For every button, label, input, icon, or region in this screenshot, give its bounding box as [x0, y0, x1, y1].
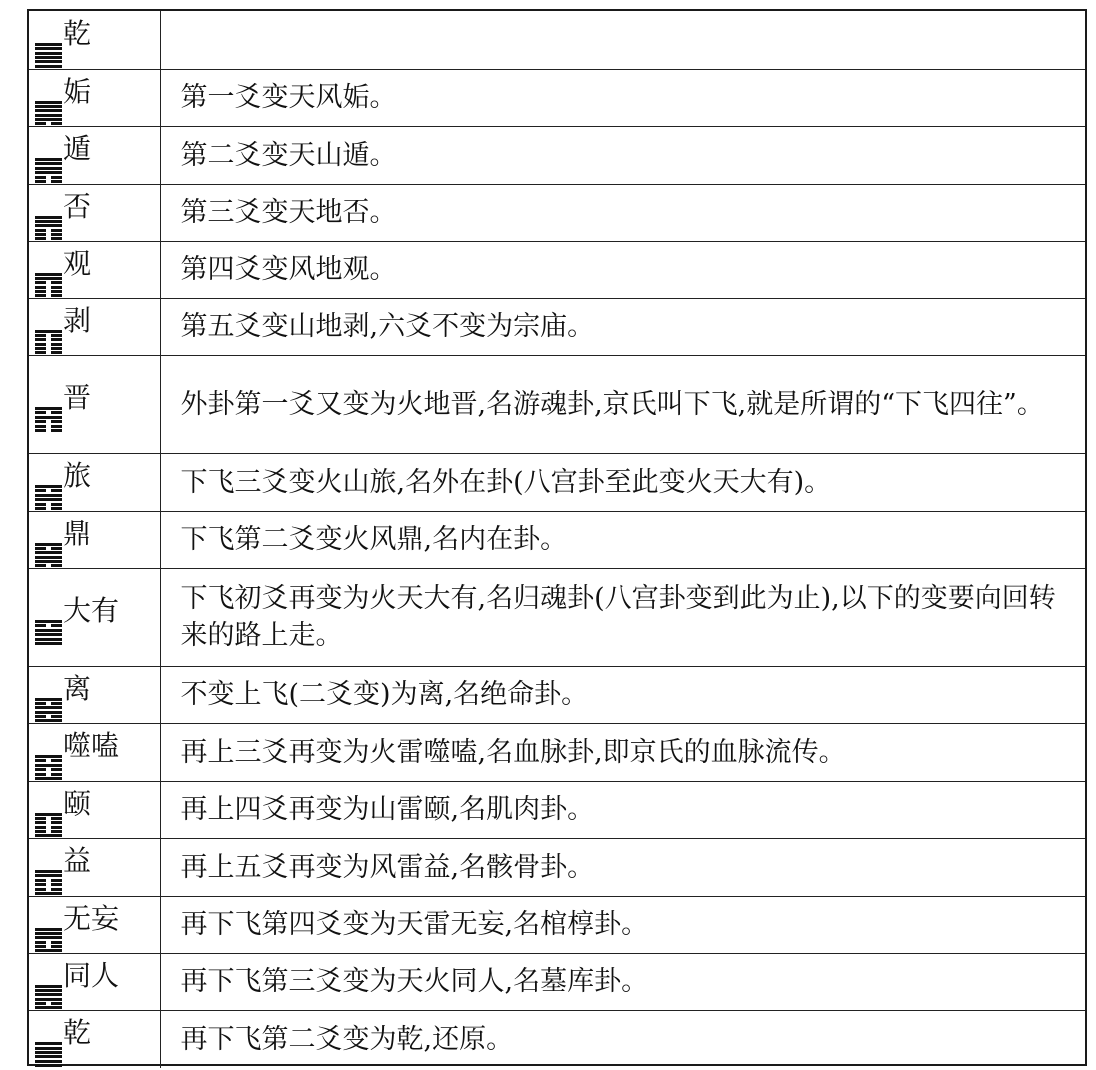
solid-line [35, 118, 62, 121]
broken-line [35, 1002, 62, 1005]
solid-line [35, 43, 62, 46]
hexagram-name: 观 [63, 246, 92, 280]
hexagram-description: 再下飞第二爻变为乾,还原。 [160, 1010, 1085, 1068]
hexagram-description: 第四爻变风地观。 [160, 241, 1085, 298]
hexagram-table [29, 11, 1085, 1068]
solid-line [35, 870, 62, 873]
table-row [29, 453, 1085, 511]
solid-line [35, 764, 62, 767]
hexagram-symbol-icon [35, 870, 62, 895]
hexagram-symbol-icon [35, 330, 62, 355]
hexagram-name-cell [29, 241, 160, 298]
table-row [29, 723, 1085, 781]
hexagram-description: 再下飞第三爻变为天火同人,名墓库卦。 [160, 953, 1085, 1010]
solid-line [35, 985, 62, 988]
table-row [29, 896, 1085, 953]
broken-line [35, 888, 62, 891]
hexagram-symbol-icon [35, 985, 62, 1010]
table-row [29, 126, 1085, 184]
broken-line [35, 233, 62, 236]
solid-line [35, 543, 62, 546]
solid-line [35, 1042, 62, 1045]
table-row [29, 953, 1085, 1010]
solid-line [35, 998, 62, 1001]
hexagram-name: 否 [63, 189, 92, 223]
hexagram-description: 再上五爻再变为风雷益,名骸骨卦。 [160, 838, 1085, 896]
solid-line [35, 1055, 62, 1058]
solid-line [35, 273, 62, 276]
broken-line [35, 347, 62, 350]
hexagram-description: 下飞三爻变火山旅,名外在卦(八宫卦至此变火天大有)。 [160, 453, 1085, 511]
solid-line [35, 109, 62, 112]
broken-line [35, 879, 62, 882]
solid-line [35, 813, 62, 816]
hexagram-description: 外卦第一爻又变为火地晋,名游魂卦,京氏叫下飞,就是所谓的“下飞四往”。 [160, 355, 1085, 453]
solid-line [35, 330, 62, 333]
solid-line [35, 1060, 62, 1063]
hexagram-name: 同人 [63, 958, 120, 992]
hexagram-name: 乾 [63, 16, 92, 50]
table-row [29, 69, 1085, 126]
solid-line [35, 1064, 62, 1067]
solid-line [35, 1047, 62, 1050]
hexagram-description [160, 11, 1085, 69]
broken-line [35, 945, 62, 948]
broken-line [35, 122, 62, 125]
hexagram-name-cell [29, 355, 160, 453]
hexagram-description: 再上四爻再变为山雷颐,名肌肉卦。 [160, 781, 1085, 838]
broken-line [35, 425, 62, 428]
hexagram-name-cell [29, 781, 160, 838]
broken-line [35, 290, 62, 293]
solid-line [35, 52, 62, 55]
broken-line [35, 294, 62, 297]
broken-line [35, 702, 62, 705]
hexagram-symbol-icon [35, 158, 62, 183]
solid-line [35, 928, 62, 931]
broken-line [35, 180, 62, 183]
hexagram-name-cell [29, 723, 160, 781]
hexagram-name-cell [29, 1010, 160, 1068]
hexagram-symbol-icon [35, 407, 62, 432]
broken-line [35, 351, 62, 354]
hexagram-name-cell [29, 953, 160, 1010]
solid-line [35, 706, 62, 709]
hexagram-symbol-icon [35, 543, 62, 568]
hexagram-symbol-icon [35, 43, 62, 68]
solid-line [35, 158, 62, 161]
hexagram-description: 再下飞第四爻变为天雷无妄,名棺椁卦。 [160, 896, 1085, 953]
solid-line [35, 633, 62, 636]
broken-line [35, 830, 62, 833]
hexagram-name: 旅 [63, 459, 92, 492]
solid-line [35, 874, 62, 877]
hexagram-name: 遁 [63, 132, 92, 165]
table-row [29, 298, 1085, 355]
solid-line [35, 407, 62, 410]
broken-line [35, 503, 62, 506]
hexagram-symbol-icon [35, 755, 62, 780]
hexagram-name: 噬嗑 [63, 729, 120, 762]
broken-line [35, 768, 62, 771]
hexagram-name: 姤 [63, 74, 92, 108]
solid-line [35, 755, 62, 758]
solid-line [35, 949, 62, 952]
solid-line [35, 56, 62, 59]
broken-line [35, 334, 62, 337]
table-row [29, 568, 1085, 666]
broken-line [35, 821, 62, 824]
solid-line [35, 1051, 62, 1054]
hexagram-name: 益 [63, 844, 92, 877]
hexagram-name-cell [29, 184, 160, 241]
broken-line [35, 759, 62, 762]
hexagram-name: 剥 [63, 303, 92, 337]
table-row [29, 511, 1085, 568]
table-row [29, 781, 1085, 838]
hexagram-description: 第三爻变天地否。 [160, 184, 1085, 241]
solid-line [35, 47, 62, 50]
solid-line [35, 416, 62, 419]
hexagram-symbol-icon [35, 928, 62, 953]
broken-line [35, 624, 62, 627]
hexagram-description: 再上三爻再变为火雷噬嗑,名血脉卦,即京氏的血脉流传。 [160, 723, 1085, 781]
solid-line [35, 498, 62, 501]
solid-line [35, 162, 62, 165]
hexagram-name: 鼎 [63, 516, 92, 550]
hexagram-table-frame [27, 9, 1087, 1066]
solid-line [35, 719, 62, 722]
hexagram-name-cell [29, 666, 160, 723]
broken-line [35, 286, 62, 289]
broken-line [35, 773, 62, 776]
hexagram-symbol-icon [35, 101, 62, 126]
solid-line [35, 620, 62, 623]
hexagram-name-cell [29, 11, 160, 69]
solid-line [35, 892, 62, 895]
hexagram-symbol-icon [35, 813, 62, 838]
table-row [29, 838, 1085, 896]
hexagram-name: 颐 [63, 786, 92, 820]
hexagram-symbol-icon [35, 485, 62, 510]
table-row [29, 11, 1085, 69]
solid-line [35, 485, 62, 488]
hexagram-description: 下飞第二爻变火风鼎,名内在卦。 [160, 511, 1085, 568]
hexagram-symbol-icon [35, 698, 62, 723]
broken-line [35, 420, 62, 423]
hexagram-description: 第五爻变山地剥,六爻不变为宗庙。 [160, 298, 1085, 355]
solid-line [35, 834, 62, 837]
broken-line [35, 941, 62, 944]
solid-line [35, 101, 62, 104]
hexagram-description: 第二爻变天山遁。 [160, 126, 1085, 184]
table-row [29, 666, 1085, 723]
hexagram-name-cell [29, 838, 160, 896]
solid-line [35, 105, 62, 108]
broken-line [35, 564, 62, 567]
broken-line [35, 715, 62, 718]
hexagram-name-cell [29, 511, 160, 568]
table-row [29, 184, 1085, 241]
hexagram-name: 离 [63, 671, 92, 705]
solid-line [35, 629, 62, 632]
broken-line [35, 817, 62, 820]
broken-line [35, 229, 62, 232]
hexagram-name: 晋 [63, 381, 92, 414]
broken-line [35, 826, 62, 829]
solid-line [35, 171, 62, 174]
table-row [29, 1010, 1085, 1068]
solid-line [35, 114, 62, 117]
hexagram-description: 不变上飞(二爻变)为离,名绝命卦。 [160, 666, 1085, 723]
broken-line [35, 883, 62, 886]
solid-line [35, 936, 62, 939]
solid-line [35, 638, 62, 641]
solid-line [35, 494, 62, 497]
solid-line [35, 1006, 62, 1009]
solid-line [35, 560, 62, 563]
solid-line [35, 989, 62, 992]
broken-line [35, 281, 62, 284]
solid-line [35, 551, 62, 554]
broken-line [35, 411, 62, 414]
hexagram-name-cell [29, 568, 160, 666]
solid-line [35, 932, 62, 935]
solid-line [35, 993, 62, 996]
hexagram-symbol-icon [35, 216, 62, 241]
hexagram-symbol-icon [35, 273, 62, 298]
solid-line [35, 220, 62, 223]
broken-line [35, 429, 62, 432]
broken-line [35, 343, 62, 346]
hexagram-name-cell [29, 126, 160, 184]
solid-line [35, 556, 62, 559]
table-row [29, 355, 1085, 453]
broken-line [35, 489, 62, 492]
hexagram-description: 第一爻变天风姤。 [160, 69, 1085, 126]
hexagram-table-body [29, 11, 1085, 1068]
solid-line [35, 65, 62, 68]
broken-line [35, 507, 62, 510]
hexagram-name: 乾 [63, 1016, 92, 1050]
hexagram-name-cell [29, 69, 160, 126]
hexagram-description: 下飞初爻再变为火天大有,名归魂卦(八宫卦变到此为止),以下的变要向回转来的路上走。 [160, 568, 1085, 666]
broken-line [35, 547, 62, 550]
solid-line [35, 224, 62, 227]
solid-line [35, 711, 62, 714]
hexagram-name-cell [29, 298, 160, 355]
broken-line [35, 338, 62, 341]
solid-line [35, 216, 62, 219]
solid-line [35, 698, 62, 701]
solid-line [35, 60, 62, 63]
solid-line [35, 777, 62, 780]
broken-line [35, 237, 62, 240]
solid-line [35, 277, 62, 280]
hexagram-symbol-icon [35, 1042, 62, 1067]
hexagram-name: 无妄 [63, 901, 120, 935]
hexagram-name: 大有 [63, 594, 120, 627]
table-row [29, 241, 1085, 298]
hexagram-name-cell [29, 453, 160, 511]
hexagram-symbol-icon [35, 620, 62, 645]
hexagram-name-cell [29, 896, 160, 953]
solid-line [35, 642, 62, 645]
broken-line [35, 176, 62, 179]
solid-line [35, 167, 62, 170]
